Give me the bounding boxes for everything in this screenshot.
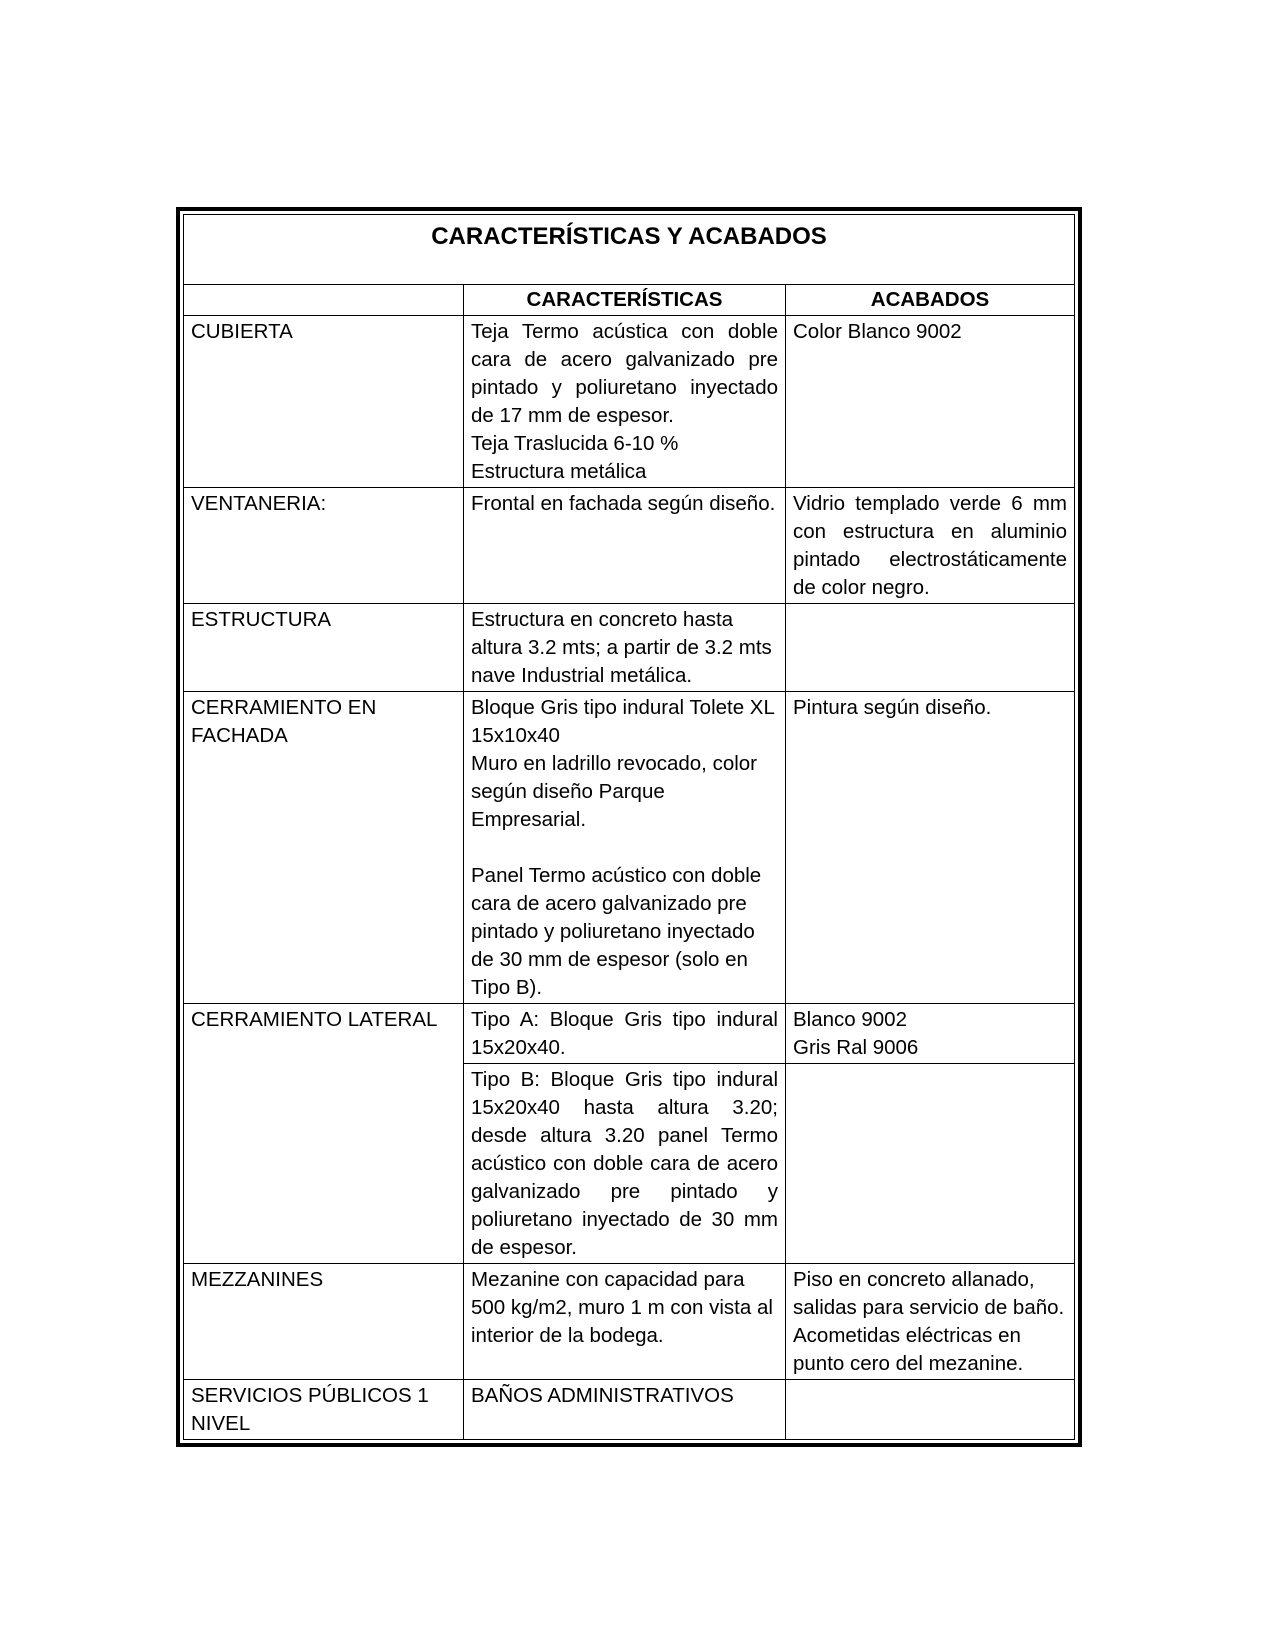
cell-line: Tipo A: Bloque Gris tipo indural 15x20x40. bbox=[471, 1008, 778, 1059]
cell-line: Muro en ladrillo revocado, color según diseño Parque Empresarial. bbox=[471, 752, 757, 831]
acabados-cell bbox=[786, 1264, 1075, 1380]
cell-line: Piso en concreto allanado, salidas para servicio de baño. Acometidas eléctricas en punto cero del mezanine. bbox=[793, 1268, 1065, 1375]
table-row-cerramiento-lateral-a bbox=[184, 1004, 1075, 1064]
cell-line: Estructura en concreto hasta altura 3.2 mts; a partir de 3.2 mts nave Industrial metálica. bbox=[471, 608, 772, 687]
cell-line: Estructura metálica bbox=[471, 460, 647, 483]
acabados-cell bbox=[786, 316, 1075, 488]
document-frame bbox=[176, 207, 1082, 1447]
caracteristicas-cell bbox=[464, 692, 786, 1004]
cell-line: Gris Ral 9006 bbox=[793, 1036, 919, 1059]
row-label: MEZZANINES bbox=[184, 1264, 464, 1380]
header-label bbox=[184, 285, 464, 316]
caracteristicas-cell bbox=[464, 316, 786, 488]
table-row-cubierta bbox=[184, 316, 1075, 488]
cell-line: BAÑOS ADMINISTRATIVOS bbox=[471, 1384, 734, 1407]
row-label: CERRAMIENTO LATERAL bbox=[184, 1004, 464, 1264]
caracteristicas-cell bbox=[464, 1380, 786, 1440]
cell-line: Teja Traslucida 6-10 % bbox=[471, 432, 679, 455]
table-row-cerramiento-fachada bbox=[184, 692, 1075, 1004]
caracteristicas-cell bbox=[464, 1004, 786, 1064]
cell-line: Tipo B: Bloque Gris tipo indural 15x20x40 hasta altura 3.20; desde altura 3.20 panel Termo acústico con doble cara de acero galvanizado pre pintado y poliuretano inyectado de 30 mm de espesor. bbox=[471, 1068, 778, 1259]
table-row-mezzanines bbox=[184, 1264, 1075, 1380]
cell-line: Bloque Gris tipo indural Tolete XL 15x10x40 bbox=[471, 696, 775, 747]
cell-line: Teja Termo acústica con doble cara de acero galvanizado pre pintado y poliuretano inyectado de 17 mm de espesor. bbox=[471, 320, 778, 427]
table-title: CARACTERÍSTICAS Y ACABADOS bbox=[184, 215, 1075, 285]
title-row bbox=[184, 215, 1075, 285]
cell-line: Panel Termo acústico con doble cara de acero galvanizado pre pintado y poliuretano inyectado de 30 mm de espesor (solo en Tipo B). bbox=[471, 864, 762, 999]
acabados-cell bbox=[786, 488, 1075, 604]
row-label: ESTRUCTURA bbox=[184, 604, 464, 692]
row-label: VENTANERIA: bbox=[184, 488, 464, 604]
acabados-cell bbox=[786, 1004, 1075, 1064]
caracteristicas-cell bbox=[464, 604, 786, 692]
acabados-cell bbox=[786, 1064, 1075, 1264]
cell-line: Vidrio templado verde 6 mm con estructura en aluminio pintado electrostáticamente de color negro. bbox=[793, 492, 1067, 599]
cell-line: Pintura según diseño. bbox=[793, 696, 992, 719]
cell-line: Mezanine con capacidad para 500 kg/m2, muro 1 m con vista al interior de la bodega. bbox=[471, 1268, 773, 1347]
acabados-cell bbox=[786, 692, 1075, 1004]
table-row-ventaneria bbox=[184, 488, 1075, 604]
table-row-estructura bbox=[184, 604, 1075, 692]
header-caracteristicas: CARACTERÍSTICAS bbox=[464, 285, 786, 316]
row-label: SERVICIOS PÚBLICOS 1 NIVEL bbox=[184, 1380, 464, 1440]
row-label: CERRAMIENTO EN FACHADA bbox=[184, 692, 464, 1004]
specs-table bbox=[183, 214, 1075, 1440]
cell-line: Color Blanco 9002 bbox=[793, 320, 962, 343]
header-row bbox=[184, 285, 1075, 316]
acabados-cell bbox=[786, 604, 1075, 692]
table-row-servicios-publicos bbox=[184, 1380, 1075, 1440]
header-acabados: ACABADOS bbox=[786, 285, 1075, 316]
paragraph-gap bbox=[471, 834, 778, 862]
cell-line: Blanco 9002 bbox=[793, 1008, 907, 1031]
caracteristicas-cell bbox=[464, 1264, 786, 1380]
acabados-cell bbox=[786, 1380, 1075, 1440]
caracteristicas-cell bbox=[464, 1064, 786, 1264]
cell-line: Frontal en fachada según diseño. bbox=[471, 492, 776, 515]
row-label: CUBIERTA bbox=[184, 316, 464, 488]
caracteristicas-cell bbox=[464, 488, 786, 604]
